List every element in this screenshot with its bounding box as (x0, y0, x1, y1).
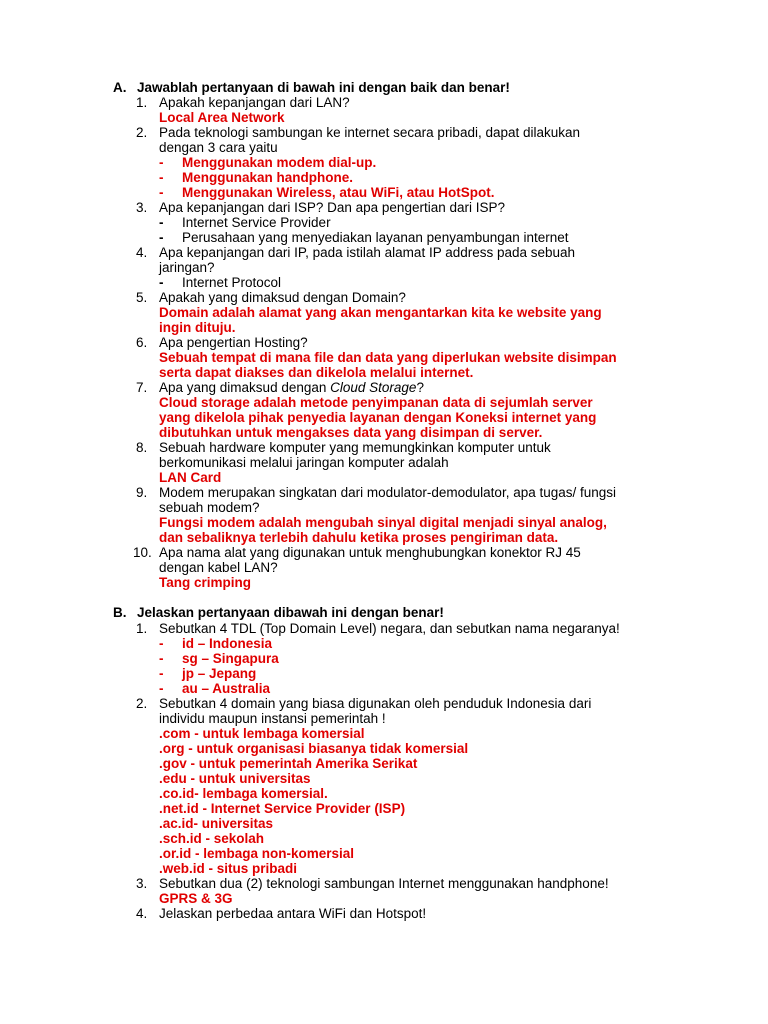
section-a-heading (113, 80, 510, 95)
question-number: 2. (136, 125, 148, 140)
answer-text: .net.id - Internet Service Provider (ISP) (159, 801, 406, 816)
bullet-dash: - (159, 651, 164, 666)
bullet-dash: - (159, 275, 164, 290)
question-text: Apakah yang dimaksud dengan Domain? (159, 290, 406, 305)
question-number: 3. (136, 200, 148, 215)
answer-text: .edu - untuk universitas (159, 771, 311, 786)
question-number: 8. (136, 440, 148, 455)
bullet-dash: - (159, 185, 164, 200)
question-number: 1. (136, 621, 148, 636)
question-text-part: ? (416, 380, 424, 395)
question-text: Sebutkan 4 domain yang biasa digunakan oleh penduduk Indonesia dari (159, 696, 592, 711)
answer-item: jp – Jepang (182, 666, 257, 681)
answer-text: yang dikelola pihak penyedia layanan dengan Koneksi internet yang (159, 410, 597, 425)
answer-item: Menggunakan Wireless, atau WiFi, atau HotSpot. (182, 185, 495, 200)
section-b-letter: B. (113, 605, 127, 620)
question-text: Apakah kepanjangan dari LAN? (159, 95, 350, 110)
question-text: berkomunikasi melalui jaringan komputer adalah (159, 455, 449, 470)
answer-text: .or.id - lembaga non-komersial (159, 846, 355, 861)
question-text: Sebuah hardware komputer yang memungkinkan komputer untuk (159, 440, 551, 455)
question-text: Jelaskan perbedaa antara WiFi dan Hotspot! (159, 906, 427, 921)
answer-item: Perusahaan yang menyediakan layanan penyambungan internet (182, 230, 569, 245)
question-number: 6. (136, 335, 148, 350)
question-text: Modem merupakan singkatan dari modulator-demodulator, apa tugas/ fungsi (159, 485, 617, 500)
question-text: Sebutkan 4 TDL (Top Domain Level) negara, dan sebutkan nama negaranya! (159, 621, 620, 636)
question-number: 2. (136, 696, 148, 711)
answer-text: GPRS & 3G (159, 891, 233, 906)
question-number: 7. (136, 380, 148, 395)
answer-text: .gov - untuk pemerintah Amerika Serikat (159, 756, 418, 771)
section-b-title: Jelaskan pertanyaan dibawah ini dengan benar! (137, 605, 444, 620)
question-number: 1. (136, 95, 148, 110)
question-number: 4. (136, 906, 148, 921)
answer-text: dibutuhkan untuk mengakses data yang disimpan di server. (159, 425, 543, 440)
answer-text: Cloud storage adalah metode penyimpanan data di sejumlah server (159, 395, 593, 410)
question-text: jaringan? (159, 260, 215, 275)
section-a-letter: A. (113, 80, 127, 95)
answer-text: Sebuah tempat di mana file dan data yang diperlukan website disimpan (159, 350, 617, 365)
section-b-heading (113, 605, 444, 620)
bullet-dash: - (159, 155, 164, 170)
answer-text: LAN Card (159, 470, 222, 485)
answer-text: serta dapat diakses dan dikelola melalui internet. (159, 365, 474, 380)
answer-text: .ac.id- universitas (159, 816, 274, 831)
answer-item: Internet Protocol (182, 275, 282, 290)
answer-text: dan sebaliknya terlebih dahulu ketika proses pengiriman data. (159, 530, 559, 545)
question-text: Apa kepanjangan dari ISP? Dan apa pengertian dari ISP? (159, 200, 505, 215)
section-a-title: Jawablah pertanyaan di bawah ini dengan baik dan benar! (137, 80, 510, 95)
question-text: Sebutkan dua (2) teknologi sambungan Internet menggunakan handphone! (159, 876, 609, 891)
question-text: Pada teknologi sambungan ke internet secara pribadi, dapat dilakukan (159, 125, 581, 140)
answer-text: Domain adalah alamat yang akan mengantarkan kita ke website yang (159, 305, 602, 320)
question-number: 9. (136, 485, 148, 500)
question-text-italic: Cloud Storage (330, 380, 417, 395)
question-text: dengan 3 cara yaitu (159, 140, 278, 155)
question-text: Apa nama alat yang digunakan untuk menghubungkan konektor RJ 45 (159, 545, 581, 560)
bullet-dash: - (159, 170, 164, 185)
answer-text: Local Area Network (159, 110, 285, 125)
question-text: Apa kepanjangan dari IP, pada istilah alamat IP address pada sebuah (159, 245, 576, 260)
bullet-dash: - (159, 666, 164, 681)
answer-item: Internet Service Provider (182, 215, 331, 230)
answer-text: Fungsi modem adalah mengubah sinyal digital menjadi sinyal analog, (159, 515, 607, 530)
answer-text: Tang crimping (159, 575, 252, 590)
bullet-dash: - (159, 230, 164, 245)
question-number: 5. (136, 290, 148, 305)
answer-item: sg – Singapura (182, 651, 279, 666)
answer-item: id – Indonesia (182, 636, 273, 651)
answer-item: au – Australia (182, 681, 271, 696)
question-number: 10. (133, 545, 152, 560)
question-number: 4. (136, 245, 148, 260)
answer-text: ingin dituju. (159, 320, 236, 335)
answer-item: Menggunakan modem dial-up. (182, 155, 377, 170)
question-text: Apa pengertian Hosting? (159, 335, 308, 350)
question-text (159, 380, 424, 395)
bullet-dash: - (159, 681, 164, 696)
bullet-dash: - (159, 636, 164, 651)
bullet-dash: - (159, 215, 164, 230)
answer-text: .com - untuk lembaga komersial (159, 726, 365, 741)
answer-text: .web.id - situs pribadi (159, 861, 298, 876)
answer-text: .co.id- lembaga komersial. (159, 786, 328, 801)
answer-text: .org - untuk organisasi biasanya tidak komersial (159, 741, 469, 756)
question-text-part: Apa yang dimaksud dengan (159, 380, 331, 395)
question-text: dengan kabel LAN? (159, 560, 278, 575)
answer-item: Menggunakan handphone. (182, 170, 353, 185)
answer-text: .sch.id - sekolah (159, 831, 265, 846)
question-text: sebuah modem? (159, 500, 260, 515)
question-number: 3. (136, 876, 148, 891)
question-text: individu maupun instansi pemerintah ! (159, 711, 386, 726)
